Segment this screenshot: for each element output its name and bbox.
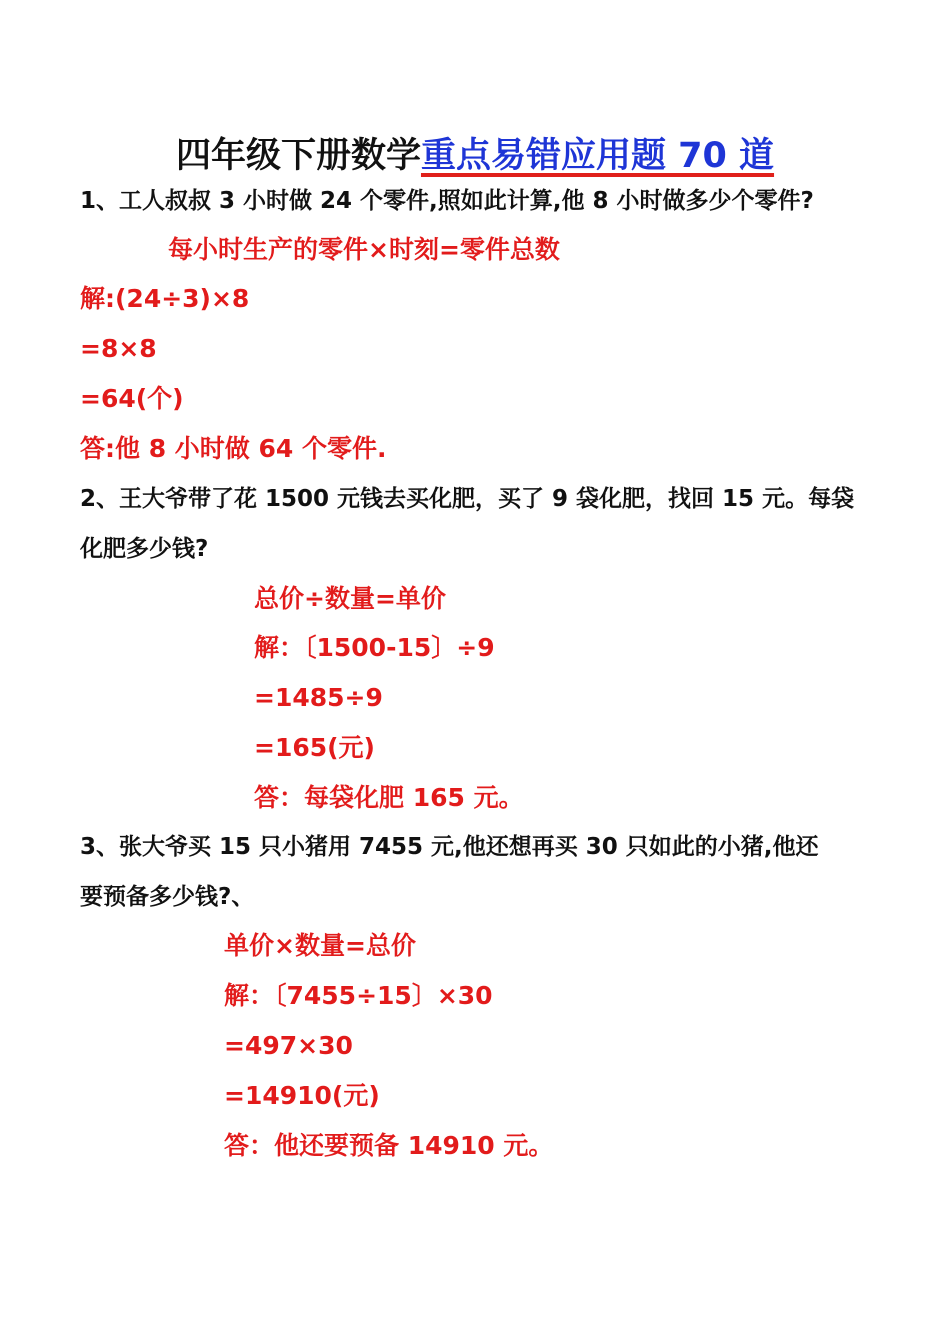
problem-2-step-2: =1485÷9 — [254, 683, 383, 712]
page-title — [0, 128, 950, 178]
problem-3-step-3: =14910(元) — [224, 1081, 380, 1110]
problem-3-formula: 单价×数量=总价 — [224, 931, 416, 960]
problem-3-step-2: =497×30 — [224, 1031, 353, 1060]
problem-1-step-1: 解:(24÷3)×8 — [80, 284, 250, 313]
problem-2-step-3: =165(元) — [254, 733, 375, 762]
title-highlight: 重点易错应用题 70 道 — [420, 136, 775, 176]
problem-3-step-1: 解：〔7455÷15〕×30 — [224, 981, 493, 1010]
problem-1-step-3: =64(个) — [80, 384, 184, 413]
problem-2-question-line-2: 化肥多少钱? — [80, 536, 209, 562]
problem-2-step-1: 解：〔1500-15〕÷9 — [254, 633, 495, 662]
problem-2-answer: 答：每袋化肥 165 元。 — [254, 783, 524, 812]
problem-2-question-line-1: 2、王大爷带了花 1500 元钱去买化肥，买了 9 袋化肥，找回 15 元。每袋 — [80, 486, 855, 512]
problem-1-answer: 答:他 8 小时做 64 个零件. — [80, 434, 387, 463]
title-main: 四年级下册数学 — [175, 136, 421, 176]
problem-3-answer: 答：他还要预备 14910 元。 — [224, 1131, 554, 1160]
problem-3-question-line-1: 3、张大爷买 15 只小猪用 7455 元,他还想再买 30 只如此的小猪,他还 — [80, 834, 819, 860]
problem-1-step-2: =8×8 — [80, 334, 157, 363]
problem-3-question-line-2: 要预备多少钱?、 — [80, 884, 255, 910]
problem-2-formula: 总价÷数量=单价 — [254, 584, 446, 613]
problem-1-formula: 每小时生产的零件×时刻=零件总数 — [168, 235, 560, 264]
problem-1-question-line-1: 1、工人叔叔 3 小时做 24 个零件,照如此计算,他 8 小时做多少个零件? — [80, 188, 814, 214]
